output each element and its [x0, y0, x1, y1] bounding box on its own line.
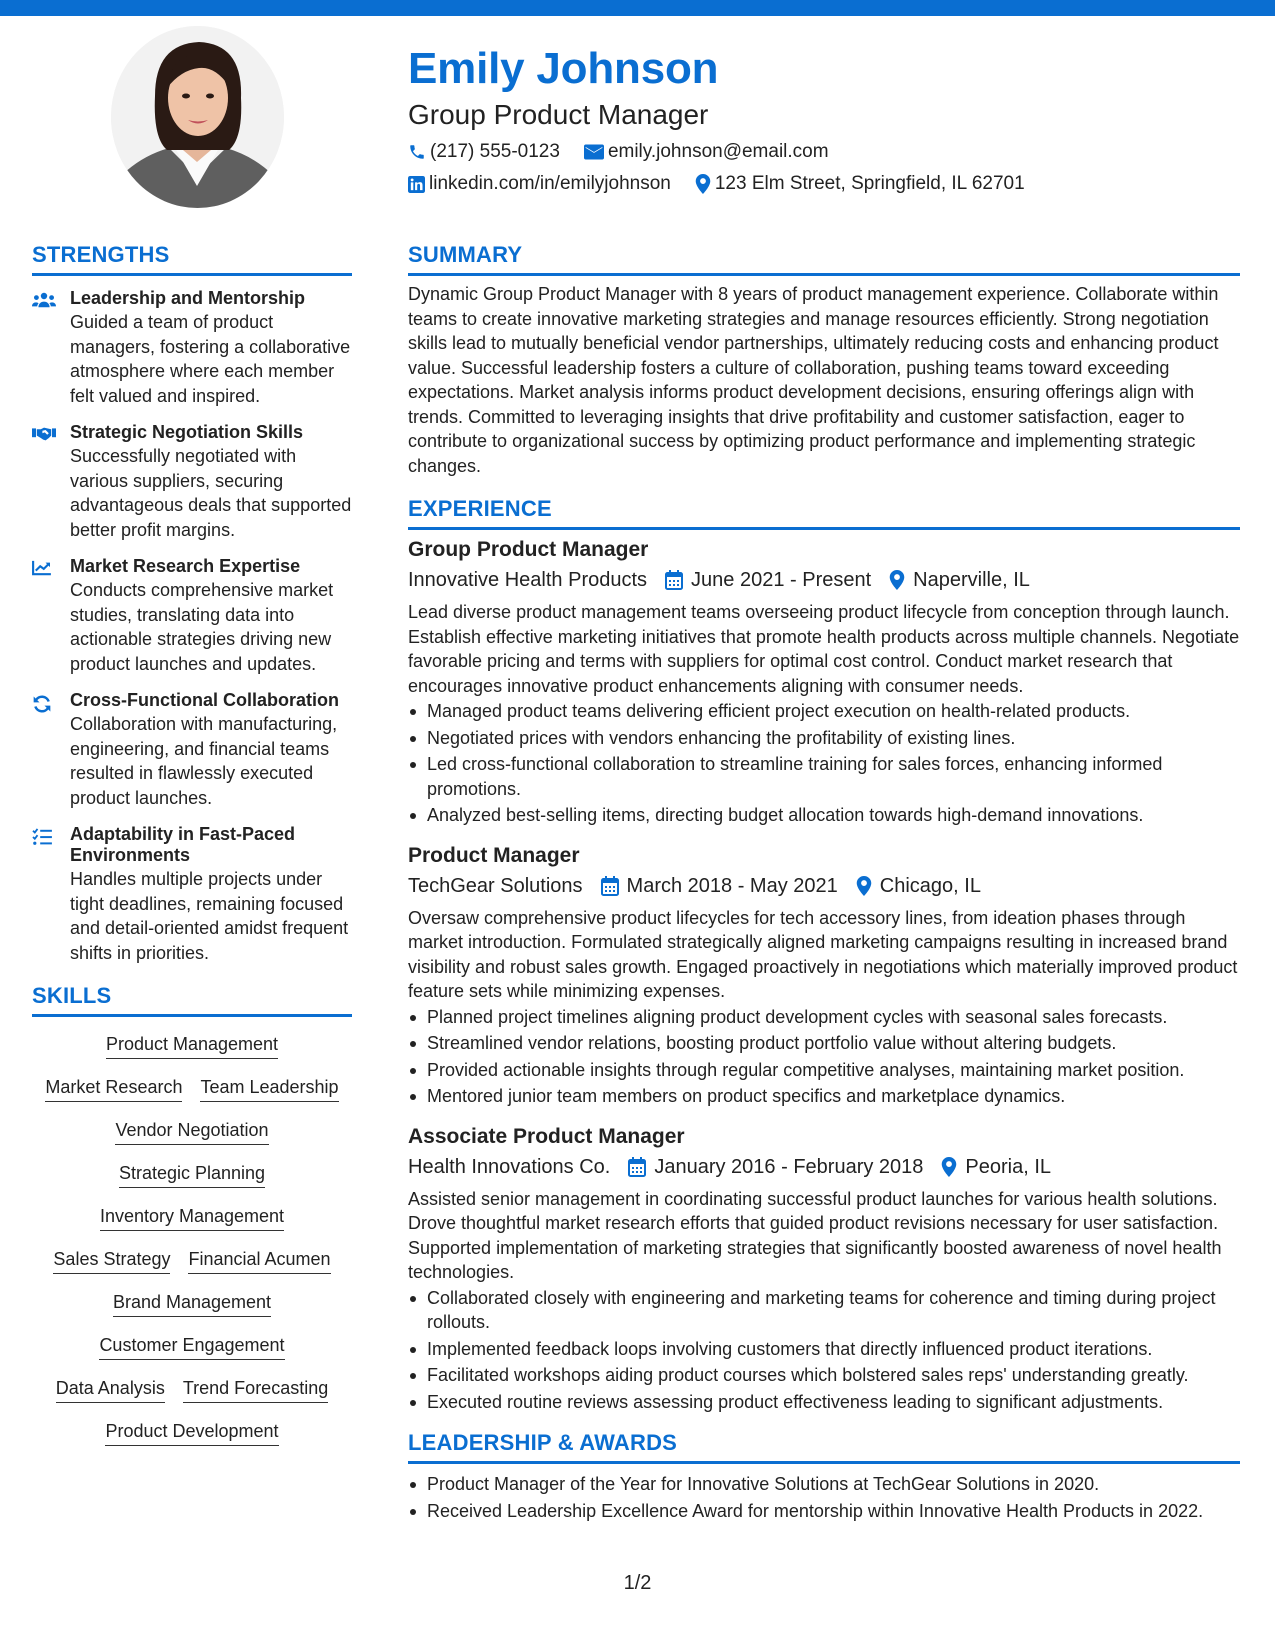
list-item: Product Manager of the Year for Innovative Solutions at TechGear Solutions in 2020.: [408, 1472, 1240, 1497]
list-item: Implemented feedback loops involving customers that directly influenced product iterations.: [408, 1337, 1240, 1362]
skills-title: SKILLS: [32, 983, 112, 1008]
awards-rule: [408, 1461, 1240, 1464]
list-item: Received Leadership Excellence Award for mentorship within Innovative Health Products in 2022.: [408, 1499, 1240, 1524]
summary-rule: [408, 273, 1240, 276]
summary-text: Dynamic Group Product Manager with 8 years of product management experience. Collaborate within teams to create innovative marketing strategies and manage resources efficiently. Strong negotiation skills lead to mutually beneficial vendor partnerships, ultimately reducing costs and enhancing product value. Successful leadership fosters a culture of collaboration, pushing teams toward exceeding expectations. Market analysis informs product development decisions, ensuring offerings align with trends. Committed to leveraging insights that drive profitability and customer satisfaction, eager to contribute to organizational success by optimizing product performance and implementing strategic changes.: [408, 284, 1219, 476]
skill-tag: Sales Strategy: [53, 1248, 170, 1274]
skill-tag: Vendor Negotiation: [115, 1119, 268, 1145]
list-item: Streamlined vendor relations, boosting product portfolio value without altering budgets.: [408, 1031, 1240, 1056]
job-title: Product Manager: [408, 843, 580, 867]
skill-tag: Strategic Planning: [119, 1162, 265, 1188]
job-dates: [628, 1151, 923, 1183]
linkedin-icon: [408, 176, 425, 193]
awards-list: [408, 1472, 1240, 1523]
strength-title: Strategic Negotiation Skills: [70, 422, 304, 442]
strength-desc: Successfully negotiated with various suppliers, securing advantageous deals that supported better profit margins.: [70, 446, 352, 540]
calendar-icon: [628, 1157, 646, 1177]
job-dates: [601, 870, 838, 902]
job-bullets: [408, 1005, 1240, 1109]
map-marker-icon: [941, 1157, 957, 1177]
job-desc: Oversaw comprehensive product lifecycles for tech accessory lines, from ideation phases through market introduction. Formulated strategically aligned marketing campaigns resulting in increased brand visibility and robust sales growth. Engaged proactively in negotiations which materially improved product feature sets while minimizing expenses.: [408, 907, 1238, 1001]
experience-rule: [408, 527, 1240, 530]
address-text: 123 Elm Street, Springfield, IL 62701: [714, 173, 1025, 194]
address-contact: [695, 173, 1025, 195]
job-location: [889, 564, 1030, 596]
strength-item: [32, 556, 352, 676]
skill-tag: Financial Acumen: [188, 1248, 330, 1274]
strength-item: [32, 422, 352, 542]
email-contact[interactable]: [584, 141, 829, 163]
job-dates: [665, 564, 871, 596]
strengths-rule: [32, 273, 352, 276]
awards-title: LEADERSHIP & AWARDS: [408, 1430, 678, 1455]
job-dates-text: June 2021 - Present: [691, 569, 872, 591]
strengths-title: STRENGTHS: [32, 242, 170, 267]
job-location: [856, 870, 981, 902]
map-marker-icon: [856, 876, 872, 896]
list-item: Planned project timelines aligning product development cycles with seasonal sales forecasts.: [408, 1005, 1240, 1030]
job-desc: Assisted senior management in coordinating successful product launches for various health solutions. Drove thoughtful market research efforts that guided product revisions necessary for user satisfaction. Supported implementation of marketing strategies that significantly boosted awareness of novel health technologies.: [408, 1188, 1222, 1282]
list-item: Led cross-functional collaboration to streamline training for sales forces, enhancing informed promotions.: [408, 752, 1240, 801]
strength-title: Leadership and Mentorship: [70, 288, 306, 308]
top-accent-bar: [0, 0, 1275, 16]
tasks-icon: [32, 828, 52, 846]
strength-desc: Conducts comprehensive market studies, translating data into actionable strategies driving new product launches and updates.: [70, 580, 334, 674]
linkedin-text: linkedin.com/in/emilyjohnson: [429, 173, 671, 194]
job-bullets: [408, 699, 1240, 828]
phone-text: (217) 555-0123: [430, 141, 560, 162]
list-item: Provided actionable insights through regular competitive analyses, maintaining market position.: [408, 1058, 1240, 1083]
contact-row-1: [408, 136, 1238, 168]
strength-title: Adaptability in Fast-Paced Environments: [70, 824, 296, 865]
list-item: Analyzed best-selling items, directing budget allocation towards high-demand innovations.: [408, 803, 1240, 828]
map-marker-icon: [695, 174, 711, 194]
strength-item: [32, 824, 352, 965]
linkedin-contact[interactable]: [408, 173, 671, 195]
email-text: emily.johnson@email.com: [607, 141, 829, 162]
job-company: TechGear Solutions: [408, 874, 583, 897]
skill-tag: Inventory Management: [100, 1205, 284, 1231]
candidate-name: Emily Johnson: [408, 44, 719, 93]
left-column: [32, 240, 352, 1463]
map-marker-icon: [889, 570, 905, 590]
skill-tag: Product Development: [105, 1420, 278, 1446]
contact-row-2: [408, 168, 1238, 200]
list-item: Mentored junior team members on product specifics and marketplace dynamics.: [408, 1084, 1240, 1109]
list-item: Managed product teams delivering efficient project execution on health-related products.: [408, 699, 1240, 724]
job-title: Associate Product Manager: [408, 1124, 685, 1148]
skill-tag: Trend Forecasting: [183, 1377, 328, 1403]
users-icon: [32, 292, 56, 308]
skill-tag: Data Analysis: [56, 1377, 165, 1403]
job-company: Health Innovations Co.: [408, 1155, 611, 1178]
calendar-icon: [601, 876, 619, 896]
skill-tag: Team Leadership: [200, 1076, 338, 1102]
strength-desc: Handles multiple projects under tight deadlines, remaining focused and detail-oriented amidst frequent shifts in priorities.: [70, 869, 349, 963]
candidate-role: Group Product Manager: [408, 99, 709, 130]
sync-icon: [32, 694, 52, 714]
list-item: Collaborated closely with engineering and marketing teams for coherence and timing during project rollouts.: [408, 1286, 1240, 1335]
calendar-icon: [665, 570, 683, 590]
resume-header: [408, 40, 1238, 200]
skill-tag: Product Management: [106, 1033, 278, 1059]
summary-title: SUMMARY: [408, 242, 523, 267]
skill-tag: Brand Management: [113, 1291, 271, 1317]
envelope-icon: [584, 144, 604, 160]
job-meta: [408, 870, 1240, 902]
job-location-text: Naperville, IL: [913, 569, 1030, 591]
job-title: Group Product Manager: [408, 538, 649, 561]
page-number: 1/2: [623, 1572, 652, 1594]
job-meta: [408, 564, 1240, 596]
strength-title: Market Research Expertise: [70, 556, 301, 576]
list-item: Facilitated workshops aiding product courses which bolstered sales reps' understanding greatly.: [408, 1363, 1240, 1388]
list-item: Negotiated prices with vendors enhancing the profitability of existing lines.: [408, 726, 1240, 751]
job-entry: [408, 842, 1240, 1109]
chart-line-icon: [32, 560, 52, 576]
strength-item: [32, 288, 352, 408]
phone-icon: [408, 143, 426, 161]
job-company: Innovative Health Products: [408, 569, 648, 591]
strength-title: Cross-Functional Collaboration: [70, 690, 340, 710]
job-location-text: Peoria, IL: [965, 1155, 1052, 1178]
profile-photo: [111, 26, 284, 208]
handshake-icon: [32, 426, 56, 442]
job-entry: [408, 1123, 1240, 1415]
job-dates-text: January 2016 - February 2018: [654, 1155, 924, 1178]
strength-item: [32, 690, 352, 810]
list-item: Executed routine reviews assessing product effectiveness leading to significant adjustments.: [408, 1390, 1240, 1415]
job-desc: Lead diverse product management teams overseeing product lifecycle from conception through launch. Establish effective marketing initiatives that promote health products across multiple channels. Negotiate favorable pricing and terms with suppliers for optimal cost control. Conduct market research that encourages innovative product enhancements aligning with consumer needs.: [408, 602, 1240, 696]
skills-rule: [32, 1014, 352, 1017]
strength-desc: Guided a team of product managers, fostering a collaborative atmosphere where each member felt valued and inspired.: [70, 312, 351, 406]
job-meta: [408, 1151, 1240, 1183]
job-entry: [408, 536, 1240, 828]
strength-desc: Collaboration with manufacturing, engineering, and financial teams resulted in flawlessly executed product launches.: [70, 714, 338, 808]
skills-list: [32, 1031, 352, 1463]
skill-tag: Customer Engagement: [99, 1334, 284, 1360]
right-column: [408, 240, 1240, 1525]
experience-title: EXPERIENCE: [408, 496, 552, 521]
phone-contact[interactable]: [408, 141, 560, 163]
job-location-text: Chicago, IL: [879, 874, 981, 897]
job-bullets: [408, 1286, 1240, 1415]
profile-photo-icon: [111, 26, 284, 208]
job-location: [941, 1151, 1051, 1183]
job-dates-text: March 2018 - May 2021: [626, 874, 838, 897]
skill-tag: Market Research: [45, 1076, 182, 1102]
